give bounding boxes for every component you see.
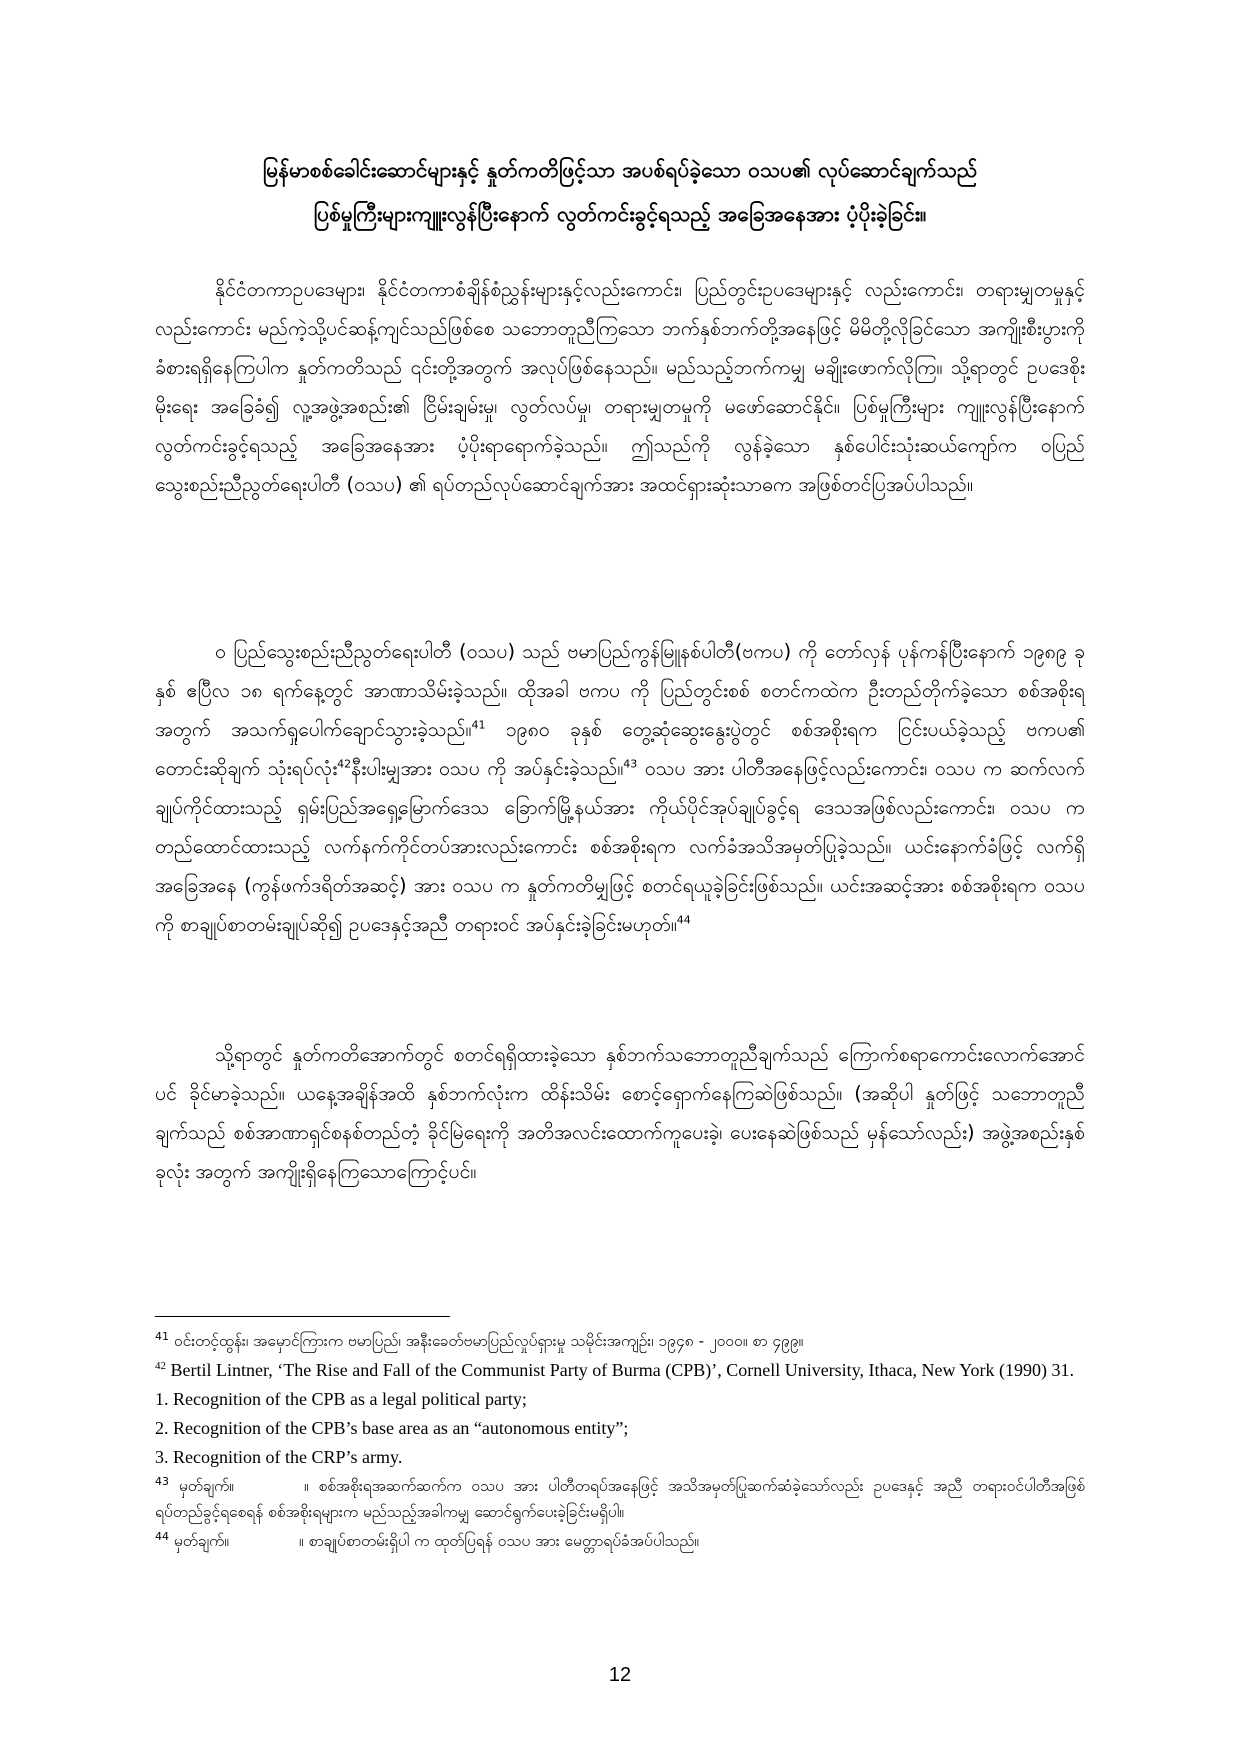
footnote-42-item-2: 2. Recognition of the CPB’s base area as an “autonomous entity”; — [155, 1418, 629, 1438]
footnote-number: 43 — [155, 1474, 169, 1488]
footnote-text: ။ စစ်အစိုးရအဆက်ဆက်က ဝသပ အား ပါတီတရပ်အနေဖြင့် အသိအမှတ်ပြုဆက်ဆံခဲ့သော်လည်း ဥပဒေနှင့် အညီ တရားဝင်ပါတီအဖြစ် ရပ်တည်ခွင့်ရစေရန် စစ်အစိုးရများက မည်သည့်အခါကမျှ ဆောင်ရွက်ပေးခဲ့ခြင်းမရှိပါ။ — [155, 1477, 1086, 1521]
footnote-number: 42 — [155, 1360, 166, 1372]
footnotes — [155, 1328, 1085, 1557]
footnote-number: 44 — [155, 1529, 169, 1543]
footnote-ref-42[interactable]: 42 — [337, 757, 352, 771]
footnote-42 — [155, 1357, 1085, 1383]
title-line-1: မြန်မာစစ်ခေါင်းဆောင်များနှင့် နှုတ်ကတိဖြင့်သာ အပစ်ရပ်ခဲ့သော ဝသပ၏ လုပ်ဆောင်ချက်သည် — [262, 158, 978, 182]
footnote-41 — [155, 1328, 1085, 1354]
paragraph-2-part-d: ဝသပ အား ပါတီအနေဖြင့်လည်းကောင်း၊ ဝသပ က ဆက်လက်ချုပ်ကိုင်ထားသည့် ရှမ်းပြည်အရှေ့မြောက်ဒေသ ခြောက်မြို့နယ်အား ကိုယ်ပိုင်အုပ်ချုပ်ခွင့်ရ ဒေသအဖြစ်လည်းကောင်း၊ ဝသပ က တည်ထောင်ထားသည့် လက်နက်ကိုင်တပ်အားလည်းကောင်း စစ်အစိုးရက လက်ခံအသိအမှတ်ပြုခဲ့သည်။ ယင်းနောက်ခံဖြင့် လက်ရှိအခြေအနေ (ကွန်ဖက်ဒရိတ်အဆင့်) အား ဝသပ က နှုတ်ကတိမျှဖြင့် စတင်ရယူခဲ့ခြင်းဖြစ်သည်။ ယင်းအဆင့်အား စစ်အစိုးရက ဝသပ ကို စာချုပ်စာတမ်းချုပ်ဆို၍ ဥပဒေနှင့်အညီ တရားဝင် အပ်နှင်းခဲ့ခြင်းမဟုတ်။ — [155, 757, 1085, 936]
footnote-42-item-3: 3. Recognition of the CRP’s army. — [155, 1447, 403, 1467]
footnote-43 — [155, 1473, 1085, 1525]
footnote-text: ဝင်းတင့်ထွန်း၊ အမှောင်ကြားက ဗမာပြည်၊ အနီးခေတ်ဗမာပြည်လှုပ်ရှားမှု သမိုင်းအကျဉ်း၊ ၁၉၄၈ - ၂၀၀၀။ စာ ၄၉၉။ — [169, 1332, 804, 1350]
title-line-2: ပြစ်မှုကြီးများကျူးလွန်ပြီးနောက် လွတ်ကင်းခွင့်ရသည့် အခြေအနေအား ပံ့ပိုးခဲ့ခြင်း။ — [313, 202, 927, 226]
paragraph-1: နိုင်ငံတကာဥပဒေများ၊ နိုင်ငံတကာစံချိန်စံညွှန်းများနှင့်လည်းကောင်း၊ ပြည်တွင်းဥပဒေများနှင့် လည်းကောင်း၊ တရားမျှတမှုနှင့်လည်းကောင်း မည်ကဲ့သို့ပင်ဆန့်ကျင်သည်ဖြစ်စေ သဘောတူညီကြသော ဘက်နှစ်ဘက်တို့အနေဖြင့် မိမိတို့လိုခြင်သော အကျိုးစီးပွားကို ခံစားရရှိနေကြပါက နှုတ်ကတိသည် ၎င်းတို့အတွက် အလုပ်ဖြစ်နေသည်။ မည်သည့်ဘက်ကမျှ မချိုးဖောက်လိုကြ။ သို့ရာတွင် ဥပဒေစိုးမိုးရေး အခြေခံ၍ လူ့အဖွဲ့အစည်း၏ ငြိမ်းချမ်းမှု၊ လွတ်လပ်မှု၊ တရားမျှတမှုကို မဖော်ဆောင်နိုင်။ ပြစ်မှုကြီးများ ကျူးလွန်ပြီးနောက် လွတ်ကင်းခွင့်ရသည့် အခြေအနေအား ပံ့ပိုးရာရောက်ခဲ့သည်။ ဤသည်ကို လွန်ခဲ့သော နှစ်ပေါင်းသုံးဆယ်ကျော်က ဝပြည်သွေးစည်းညီညွတ်ရေးပါတီ (ဝသပ) ၏ ရပ်တည်လုပ်ဆောင်ချက်အား အထင်ရှားဆုံးသာဓက အဖြစ်တင်ပြအပ်ပါသည်။ — [155, 278, 1085, 496]
paragraph-2-part-c: နီးပါးမျှအား ဝသပ ကို အပ်နှင်းခဲ့သည်။ — [351, 757, 624, 780]
footnote-label: မှတ်ချက်။ — [169, 1532, 229, 1550]
footnote-text: Bertil Lintner, ‘The Rise and Fall of the Communist Party of Burma (CPB)’, Cornell University, Ithaca, New York (1990) 31. — [166, 1360, 1074, 1380]
footnote-separator — [155, 1316, 450, 1317]
footnote-42-item-1: 1. Recognition of the CPB as a legal political party; — [155, 1389, 527, 1409]
paragraph-3: သို့ရာတွင် နှုတ်ကတိအောက်တွင် စတင်ရရှိထားခဲ့သော နှစ်ဘက်သဘောတူညီချက်သည် ကြောက်စရာကောင်းလောက်အောင်ပင် ခိုင်မာခဲ့သည်။ ယနေ့အချိန်အထိ နှစ်ဘက်လုံးက ထိန်းသိမ်း စောင့်ရှောက်နေကြဆဲဖြစ်သည်။ (အဆိုပါ နှုတ်ဖြင့် သဘောတူညီချက်သည် စစ်အာဏာရှင်စနစ်တည်တံ့ ခိုင်မြဲရေးကို အတိအလင်းထောက်ကူပေးခဲ့၊ ပေးနေဆဲဖြစ်သည် မှန်သော်လည်း) အဖွဲ့အစည်းနှစ်ခုလုံး အတွက် အကျိုးရှိနေကြသောကြောင့်ပင်။ — [155, 1043, 1085, 1183]
page-title — [150, 148, 1090, 236]
footnote-text: ။ စာချုပ်စာတမ်းရှိပါ က ထုတ်ပြရန် ဝသပ အား မေတ္တာရပ်ခံအပ်ပါသည်။ — [298, 1532, 699, 1550]
footnote-ref-44[interactable]: 44 — [676, 913, 691, 927]
footnote-ref-43[interactable]: 43 — [623, 757, 638, 771]
footnote-44 — [155, 1528, 1085, 1554]
footnote-ref-41[interactable]: 41 — [471, 718, 486, 732]
footnote-number: 41 — [155, 1329, 169, 1343]
footnote-label: မှတ်ချက်။ — [169, 1477, 234, 1495]
paragraph-2-part-a: ဝ ပြည်သွေးစည်းညီညွတ်ရေးပါတီ (ဝသပ) သည် ဗမာပြည်ကွန်မြူနစ်ပါတီ(ဗကပ) ကို တော်လှန် ပုန်ကန်ပြီးနောက် ၁၉၈၉ ခုနှစ် ဧပြီလ ၁၈ ရက်နေ့တွင် အာဏာသိမ်းခဲ့သည်။ ထိုအခါ ဗကပ ကို ပြည်တွင်းစစ် စတင်ကထဲက ဦးတည်တိုက်ခဲ့သော စစ်အစိုးရအတွက် အသက်ရှုပေါက်ချောင်သွားခဲ့သည်။ — [155, 640, 1085, 741]
paragraph-2 — [155, 632, 1085, 944]
page-number: 12 — [608, 1664, 632, 1686]
paragraph-2-part-b: ၁၉၈၀ ခုနှစ် တွေ့ဆုံဆွေးနွေးပွဲတွင် စစ်အစိုးရက ငြင်းပယ်ခဲ့သည့် ဗကပ၏ တောင်းဆိုချက် သုံးရပ်လုံး — [155, 718, 1085, 780]
